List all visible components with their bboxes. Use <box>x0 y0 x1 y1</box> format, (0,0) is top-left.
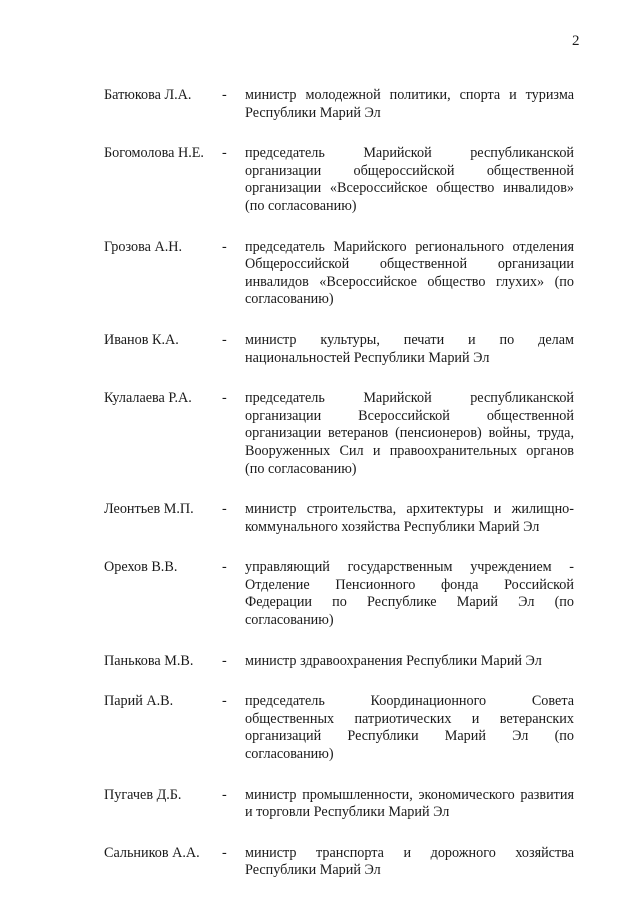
member-name: Батюкова Л.А. <box>104 87 192 103</box>
member-role: министр промышленности, экономического развития и торговли Республики Марий Эл <box>245 786 574 821</box>
member-name: Орехов В.В. <box>104 559 178 576</box>
separator-dash: - <box>222 87 227 103</box>
separator-dash: - <box>222 145 227 162</box>
member-role: министр строительства, архитектуры и жилищно-коммунального хозяйства Республики Марий Эл <box>245 501 574 535</box>
member-role: председатель Координационного Совета общественных патриотических и ветеранских организаций Республики Марий Эл (по согласованию) <box>245 693 574 763</box>
list-item <box>0 787 639 822</box>
list-item <box>0 845 639 880</box>
separator-dash: - <box>222 786 227 803</box>
member-name: Грозова А.Н. <box>104 238 183 255</box>
list-item <box>0 559 639 629</box>
member-name: Сальников А.А. <box>104 844 200 861</box>
separator-dash: - <box>222 238 227 255</box>
list-item <box>0 501 639 536</box>
member-name: Богомолова Н.Е. <box>104 145 204 162</box>
member-name: Кулалаева Р.А. <box>104 390 192 407</box>
list-item <box>0 145 639 215</box>
member-name: Панькова М.В. <box>104 652 194 669</box>
member-name: Иванов К.А. <box>104 331 179 348</box>
list-item <box>0 693 639 763</box>
member-list <box>0 87 639 880</box>
separator-dash: - <box>222 501 227 518</box>
separator-dash: - <box>222 390 227 407</box>
separator-dash: - <box>222 559 227 576</box>
member-role: министр транспорта и дорожного хозяйства Республики Марий Эл <box>245 844 574 879</box>
separator-dash: - <box>222 844 227 861</box>
member-role: министр молодежной политики, спорта и туризма Республики Марий Эл <box>245 87 574 121</box>
separator-dash: - <box>222 652 227 669</box>
member-role: министр здравоохранения Республики Марий Эл <box>245 652 542 669</box>
member-name: Леонтьев М.П. <box>104 501 194 518</box>
list-item <box>0 87 639 122</box>
member-name: Парий А.В. <box>104 693 174 710</box>
list-item <box>0 332 639 367</box>
member-role: председатель Марийской республиканской организации общероссийской общественной организации «Всероссийское общество инвалидов» (по согласованию) <box>245 145 574 214</box>
member-role: председатель Марийского регионального отделения Общероссийской общественной организации инвалидов «Всероссийское общество глухих» (по согласованию) <box>245 238 574 308</box>
member-name: Пугачев Д.Б. <box>104 786 182 803</box>
separator-dash: - <box>222 331 227 348</box>
list-item <box>0 653 639 671</box>
separator-dash: - <box>222 693 227 710</box>
list-item <box>0 390 639 478</box>
member-role: управляющий государственным учреждением - Отделение Пенсионного фонда Российской Федерации по Республике Марий Эл (по согласованию) <box>245 559 574 629</box>
page-number: 2 <box>572 33 580 49</box>
member-role: министр культуры, печати и по делам национальностей Республики Марий Эл <box>245 331 574 366</box>
list-item <box>0 239 639 309</box>
member-role: председатель Марийской республиканской организации Всероссийской общественной организации ветеранов (пенсионеров) войны, труда, Вооруженных Сил и правоохранительных органов (по согласованию) <box>245 390 574 477</box>
